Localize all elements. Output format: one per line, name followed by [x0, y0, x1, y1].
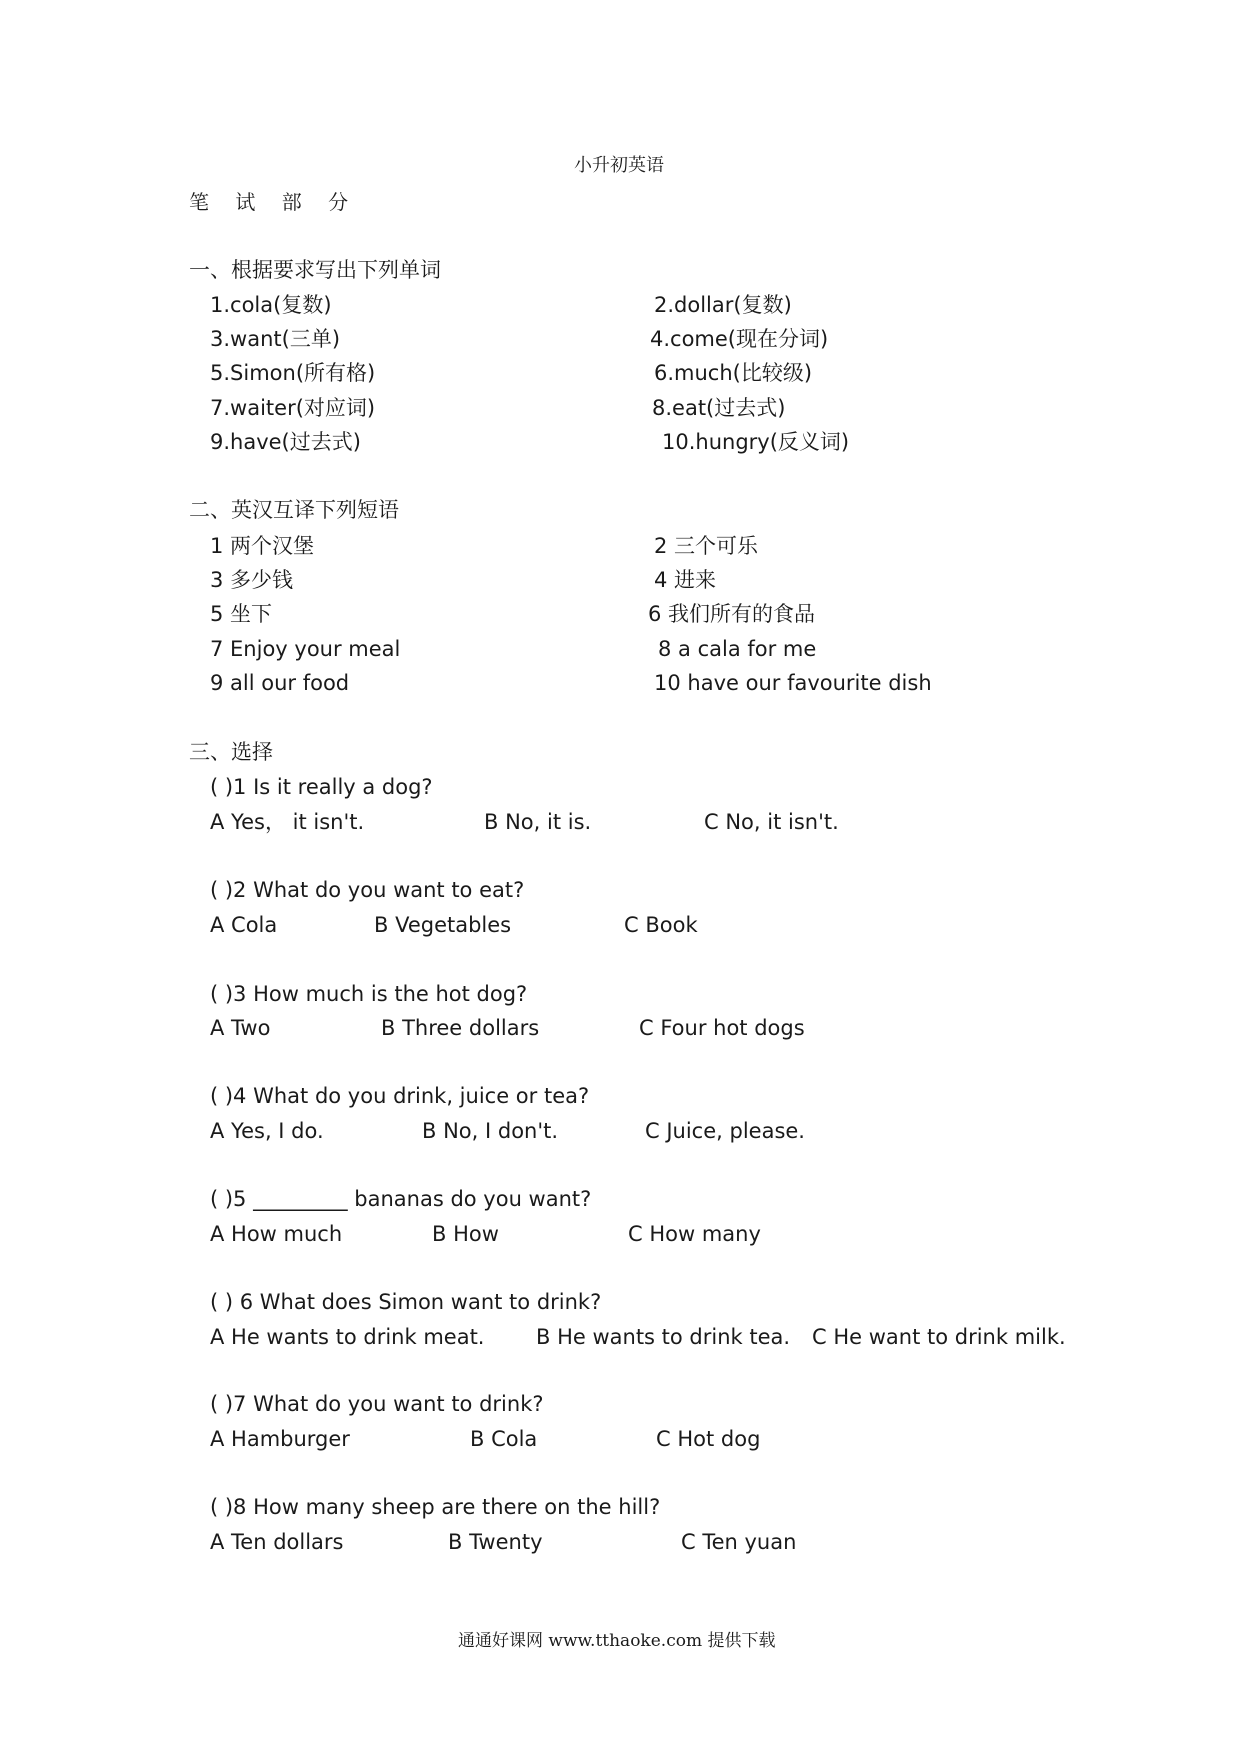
phrase-item: 6 我们所有的食品 [648, 602, 816, 626]
option-a: A Yes, I do. [210, 1119, 324, 1143]
phrase-item: 2 三个可乐 [654, 534, 759, 558]
option-b: B No, I don't. [422, 1119, 559, 1143]
option-a: A How much [210, 1222, 343, 1246]
word-item: 7.waiter(对应词) [210, 396, 376, 420]
option-c: C How many [628, 1222, 761, 1246]
option-b: B No, it is. [484, 810, 592, 834]
option-a: A Cola [210, 913, 278, 937]
option-b: B Three dollars [381, 1016, 540, 1040]
question-text: ( )7 What do you want to drink? [210, 1392, 544, 1416]
option-a: A Yes， it isn't. [210, 810, 365, 834]
option-c: C Ten yuan [681, 1530, 797, 1554]
word-item: 3.want(三单) [210, 327, 341, 351]
word-item: 4.come(现在分词) [650, 327, 829, 351]
option-a: A Ten dollars [210, 1530, 344, 1554]
question-text: ( )8 How many sheep are there on the hill? [210, 1495, 661, 1519]
question-text: ( )5 _________ bananas do you want? [210, 1187, 592, 1211]
phrase-item: 3 多少钱 [210, 568, 294, 592]
phrase-item: 1 两个汉堡 [210, 534, 315, 558]
option-c: C Hot dog [656, 1427, 761, 1451]
page-title: 小升初英语 [574, 155, 664, 176]
option-a: A Two [210, 1016, 271, 1040]
option-b: B Cola [470, 1427, 538, 1451]
option-b: B How [432, 1222, 499, 1246]
phrase-item: 9 all our food [210, 671, 350, 695]
option-b: B Twenty [448, 1530, 543, 1554]
option-c: C No, it isn't. [704, 810, 839, 834]
question-text: ( )1 Is it really a dog? [210, 775, 433, 799]
question-text: ( )4 What do you drink, juice or tea? [210, 1084, 590, 1108]
word-item: 2.dollar(复数) [654, 293, 792, 317]
option-a: A Hamburger [210, 1427, 350, 1451]
question-text: ( ) 6 What does Simon want to drink? [210, 1290, 602, 1314]
option-c: C Book [624, 913, 698, 937]
word-item: 9.have(过去式) [210, 430, 361, 454]
phrase-item: 5 坐下 [210, 602, 273, 626]
phrase-item: 8 a cala for me [658, 637, 817, 661]
option-b: B He wants to drink tea. [536, 1325, 791, 1349]
part-heading: 笔 试 部 分 [189, 190, 359, 214]
option-a: A He wants to drink meat. [210, 1325, 485, 1349]
section-1-heading: 一、根据要求写出下列单词 [189, 258, 441, 282]
option-c: C Juice, please. [645, 1119, 805, 1143]
phrase-item: 4 进来 [654, 568, 717, 592]
section-2-heading: 二、英汉互译下列短语 [189, 498, 399, 522]
word-item: 6.much(比较级) [654, 361, 813, 385]
option-b: B Vegetables [374, 913, 512, 937]
word-item: 5.Simon(所有格) [210, 361, 376, 385]
phrase-item: 10 have our favourite dish [654, 671, 932, 695]
page-footer: 通通好课网 www.tthaoke.com 提供下载 [458, 1631, 776, 1651]
question-text: ( )2 What do you want to eat? [210, 878, 525, 902]
question-text: ( )3 How much is the hot dog? [210, 982, 528, 1006]
word-item: 10.hungry(反义词) [662, 430, 850, 454]
word-item: 8.eat(过去式) [652, 396, 786, 420]
word-item: 1.cola(复数) [210, 293, 332, 317]
phrase-item: 7 Enjoy your meal [210, 637, 401, 661]
section-3-heading: 三、选择 [189, 740, 273, 764]
option-c: C He want to drink milk. [812, 1325, 1066, 1349]
option-c: C Four hot dogs [639, 1016, 805, 1040]
